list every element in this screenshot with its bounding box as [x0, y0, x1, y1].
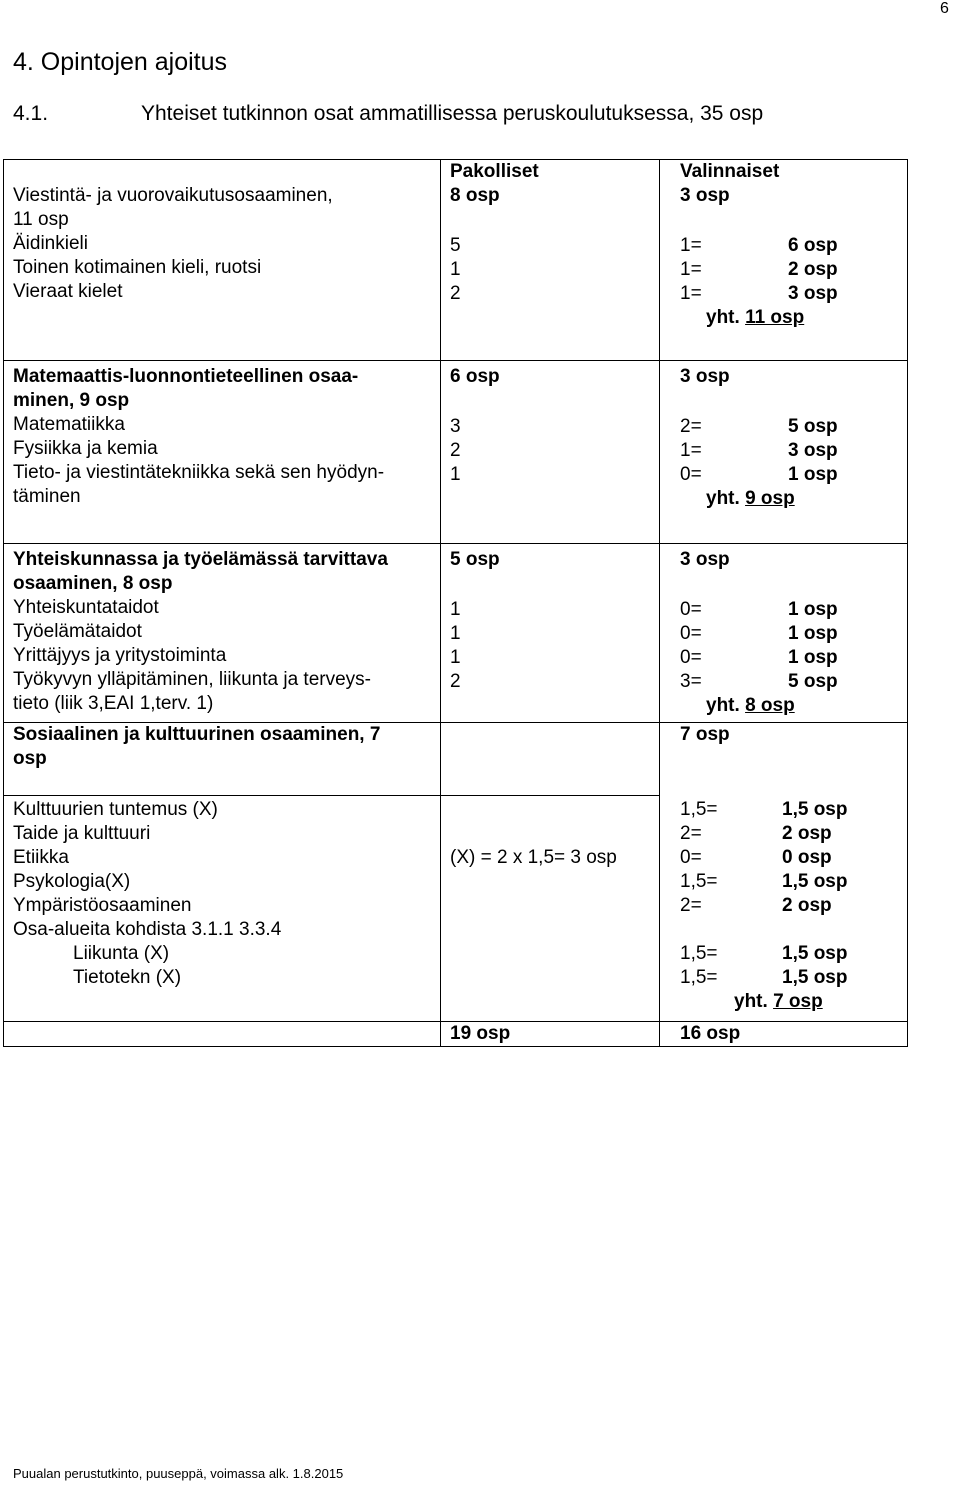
section-title: Yhteiskunnassa ja työelämässä tarvittava — [13, 549, 388, 570]
section-title: osaaminen, 8 osp — [13, 573, 173, 594]
pakolliset-value: 3 — [450, 416, 461, 437]
valinnaiset-row — [680, 646, 907, 670]
valinnaiset-osp: 1 osp — [788, 464, 838, 485]
valinnaiset-osp: 3 osp — [788, 283, 838, 304]
pakolliset-value: 1 — [450, 623, 461, 644]
unit-name: Tieto- ja viestintätekniikka sekä sen hyödyn- — [13, 462, 385, 483]
section-kulttuuri-names — [4, 796, 441, 1022]
valinnaiset-count: 1= — [680, 283, 702, 304]
unit-name: Kulttuurien tuntemus (X) — [13, 799, 218, 820]
table-header-row — [4, 160, 908, 185]
valinnaiset-osp: 2 osp — [788, 259, 838, 280]
unit-name: Äidinkieli — [13, 233, 88, 254]
unit-name: Taide ja kulttuuri — [13, 823, 151, 844]
valinnaiset-row — [680, 415, 907, 439]
totals-pakolliset — [441, 1022, 660, 1047]
section-viestinta-valinnaiset — [660, 184, 908, 361]
section-viestinta-names — [4, 184, 441, 361]
totals-empty-cell — [4, 1022, 441, 1047]
pakolliset-value: 1 — [450, 464, 461, 485]
subtotal-label: yht. — [706, 695, 740, 716]
section-kulttuuri-valinnaiset — [660, 796, 908, 1022]
unit-name: Työelämätaidot — [13, 621, 142, 642]
page-footer: Puualan perustutkinto, puuseppä, voimassa alk. 1.8.2015 — [13, 1466, 344, 1481]
subtotal-row — [680, 694, 907, 718]
valinnaiset-row — [680, 966, 907, 990]
section-title: osp — [13, 748, 47, 769]
section-sosiaalinen-names — [4, 723, 441, 796]
unit-name: Ympäristöosaaminen — [13, 895, 192, 916]
unit-name: Tietotekn (X) — [73, 967, 182, 988]
valinnaiset-row — [680, 870, 907, 894]
unit-name: Yrittäjyys ja yritystoiminta — [13, 645, 227, 666]
page-number: 6 — [940, 0, 949, 17]
valinnaiset-osp: 2 osp — [782, 822, 832, 844]
valinnaiset-osp: 5 osp — [788, 416, 838, 437]
valinnaiset-row — [680, 798, 907, 822]
totals-valinnaiset-value: 16 osp — [680, 1023, 741, 1044]
valinnaiset-count: 3= — [680, 671, 702, 692]
pakolliset-value: 1 — [450, 647, 461, 668]
study-units-table — [3, 159, 908, 1047]
section-sosiaalinen-valinnaiset — [660, 723, 908, 796]
section-sosiaalinen-pakolliset — [441, 723, 660, 796]
subtotal-label: yht. — [734, 990, 768, 1012]
valinnaiset-count: 1,5= — [680, 966, 718, 988]
valinnaiset-row — [680, 439, 907, 463]
subtotal-value: 8 osp — [745, 695, 795, 716]
subtotal-value: 11 osp — [745, 307, 805, 328]
section-yhteiskunta-pakolliset — [441, 544, 660, 723]
subsection-number: 4.1. — [13, 102, 49, 125]
valinnaiset-row — [680, 598, 907, 622]
section-viestinta-pakolliset — [441, 184, 660, 361]
unit-name: Yhteiskuntataidot — [13, 597, 159, 618]
valinnaiset-osp: 5 osp — [788, 671, 838, 692]
unit-name: täminen — [13, 486, 81, 507]
header-empty-cell — [4, 160, 441, 185]
valinnaiset-row — [680, 846, 907, 870]
valinnaiset-count: 1,5= — [680, 942, 718, 964]
subtotal-value: 9 osp — [745, 488, 795, 509]
totals-valinnaiset — [660, 1022, 908, 1047]
section-heading: 4. Opintojen ajoitus — [13, 48, 228, 76]
valinnaiset-count: 1,5= — [680, 798, 718, 820]
unit-name: Fysiikka ja kemia — [13, 438, 158, 459]
valinnaiset-count: 2= — [680, 822, 702, 844]
subsection-heading — [13, 102, 763, 126]
valinnaiset-count: 2= — [680, 894, 702, 916]
section-title: Sosiaalinen ja kulttuurinen osaaminen, 7 — [13, 724, 381, 745]
valinnaiset-osp: 1 osp — [788, 623, 838, 644]
subtotal-row — [680, 990, 907, 1014]
valinnaiset-total: 3 osp — [680, 549, 730, 570]
section-matematiikka-pakolliset — [441, 361, 660, 544]
subtotal-label: yht. — [706, 307, 740, 328]
pakolliset-value: 1 — [450, 599, 461, 620]
section-yhteiskunta-valinnaiset — [660, 544, 908, 723]
valinnaiset-total: 3 osp — [680, 366, 730, 387]
valinnaiset-total: 7 osp — [680, 724, 730, 745]
section-title: minen, 9 osp — [13, 390, 130, 411]
valinnaiset-total: 3 osp — [680, 185, 730, 206]
unit-name: Vieraat kielet — [13, 281, 123, 302]
pakolliset-total: 8 osp — [450, 185, 500, 206]
valinnaiset-count: 0= — [680, 599, 702, 620]
pakolliset-value: 5 — [450, 235, 461, 256]
unit-name: Työkyvyn ylläpitäminen, liikunta ja terveys- — [13, 669, 371, 690]
unit-name: Etiikka — [13, 847, 69, 868]
valinnaiset-count: 0= — [680, 846, 702, 868]
subsection-title: Yhteiset tutkinnon osat ammatillisessa peruskoulutuksessa, 35 osp — [141, 102, 764, 125]
valinnaiset-count: 0= — [680, 623, 702, 644]
pakolliset-value: 2 — [450, 671, 461, 692]
subtotal-label: yht. — [706, 488, 740, 509]
pakolliset-total: 6 osp — [450, 366, 500, 387]
section-title: Viestintä- ja vuorovaikutusosaaminen, — [13, 185, 333, 206]
valinnaiset-row — [680, 234, 907, 258]
valinnaiset-count: 1,5= — [680, 870, 718, 892]
unit-name: Matematiikka — [13, 414, 125, 435]
valinnaiset-osp: 6 osp — [788, 235, 838, 256]
unit-name: Toinen kotimainen kieli, ruotsi — [13, 257, 262, 278]
subtotal-value: 7 osp — [773, 990, 823, 1012]
section-matematiikka-names — [4, 361, 441, 544]
valinnaiset-count: 0= — [680, 464, 702, 485]
valinnaiset-row — [680, 942, 907, 966]
valinnaiset-count: 2= — [680, 416, 702, 437]
valinnaiset-osp: 0 osp — [782, 846, 832, 868]
pakolliset-note: (X) = 2 x 1,5= 3 osp — [450, 847, 617, 868]
pakolliset-value: 2 — [450, 283, 461, 304]
valinnaiset-row — [680, 258, 907, 282]
valinnaiset-row — [680, 463, 907, 487]
section-row-matematiikka — [4, 361, 908, 544]
subtotal-row — [680, 306, 907, 330]
valinnaiset-count: 1= — [680, 259, 702, 280]
valinnaiset-osp: 1,5 osp — [782, 942, 848, 964]
valinnaiset-row — [680, 282, 907, 306]
pakolliset-value: 1 — [450, 259, 461, 280]
valinnaiset-osp: 1,5 osp — [782, 798, 848, 820]
header-valinnaiset — [660, 160, 908, 185]
section-row-yhteiskunta — [4, 544, 908, 723]
unit-name: Osa-alueita kohdista 3.1.1 3.3.4 — [13, 919, 282, 940]
valinnaiset-row — [680, 622, 907, 646]
valinnaiset-row — [680, 822, 907, 846]
section-title: 11 osp — [13, 209, 69, 230]
section-title: Matemaattis-luonnontieteellinen osaa- — [13, 366, 359, 387]
valinnaiset-osp: 3 osp — [788, 440, 838, 461]
unit-name: tieto (liik 3,EAI 1,terv. 1) — [13, 693, 214, 714]
valinnaiset-osp: 1 osp — [788, 647, 838, 668]
header-valinnaiset-label: Valinnaiset — [680, 161, 780, 182]
valinnaiset-row — [680, 670, 907, 694]
valinnaiset-row — [680, 894, 907, 918]
header-pakolliset — [441, 160, 660, 185]
section-row-sosiaalinen — [4, 723, 908, 796]
valinnaiset-count: 1= — [680, 235, 702, 256]
section-matematiikka-valinnaiset — [660, 361, 908, 544]
header-pakolliset-label: Pakolliset — [450, 161, 539, 182]
subtotal-row — [680, 487, 907, 511]
pakolliset-total: 5 osp — [450, 549, 500, 570]
totals-pakolliset-value: 19 osp — [450, 1023, 511, 1044]
section-row-viestinta — [4, 184, 908, 361]
valinnaiset-osp: 2 osp — [782, 894, 832, 916]
unit-name: Liikunta (X) — [73, 943, 170, 964]
valinnaiset-count: 1= — [680, 440, 702, 461]
valinnaiset-osp: 1,5 osp — [782, 966, 848, 988]
pakolliset-value: 2 — [450, 440, 461, 461]
totals-row — [4, 1022, 908, 1047]
valinnaiset-osp: 1,5 osp — [782, 870, 848, 892]
valinnaiset-osp: 1 osp — [788, 599, 838, 620]
section-kulttuuri-pakolliset — [441, 796, 660, 1022]
section-row-kulttuuri — [4, 796, 908, 1022]
valinnaiset-count: 0= — [680, 647, 702, 668]
section-yhteiskunta-names — [4, 544, 441, 723]
unit-name: Psykologia(X) — [13, 871, 131, 892]
